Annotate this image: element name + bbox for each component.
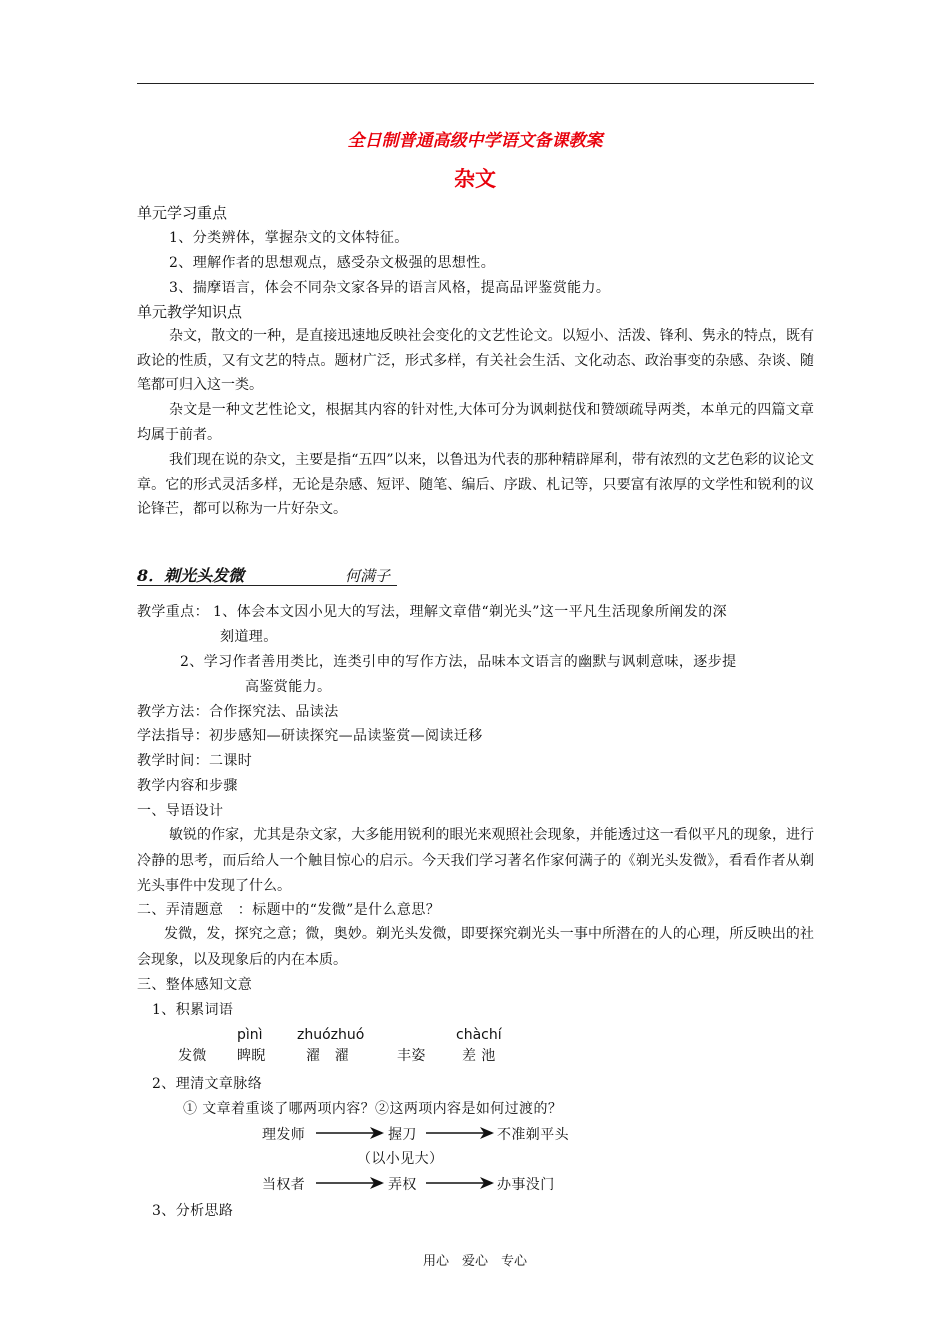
page-footer: 用心 爱心 专心: [422, 1254, 527, 1269]
vocab-pinyin-2: pìnì: [237, 1027, 263, 1043]
analysis-heading: 3、分析思路: [152, 1203, 234, 1219]
unit-focus-item-2: 2、理解作者的思想观点，感受杂文极强的思想性。: [169, 255, 496, 271]
lesson-title-underline: [137, 585, 397, 586]
structure-questions: ① 文章着重谈了哪两项内容？②这两项内容是如何过渡的？: [183, 1101, 563, 1117]
knowledge-paragraph-2: 杂文是一种文艺性论文，根据其内容的针对性,大体可分为讽刺挞伐和赞颂疏导两类，本单元的四篇文章均属于前者。: [137, 402, 814, 443]
flow2-end: 办事没门: [497, 1177, 555, 1193]
vocab-word-5: 差 池: [462, 1048, 496, 1064]
flow2-arrow-2: [424, 1175, 496, 1191]
lesson-author: 何满子: [345, 567, 391, 585]
lesson-title: 8．剃光头发微: [137, 566, 245, 585]
vocab-word-3: 濯 濯: [306, 1048, 350, 1064]
vocab-pinyin-3: zhuózhuó: [297, 1027, 365, 1043]
section-1-heading: 一、导语设计: [137, 803, 224, 819]
lesson-focus-label: 教学重点：: [137, 604, 209, 620]
unit-focus-item-3: 3、揣摩语言，体会不同杂文家各异的语言风格，提高品评鉴赏能力。: [169, 280, 611, 296]
lesson-focus-1-cont: 刻道理。: [220, 629, 278, 645]
vocab-word-1: 发微: [178, 1048, 207, 1064]
unit-focus-item-1: 1、分类辨体，掌握杂文的文体特征。: [169, 230, 409, 246]
flow1-end: 不准剃平头: [497, 1127, 569, 1143]
section-1-text: 敏锐的作家，尤其是杂文家，大多能用锐利的眼光来观照社会现象，并能透过这一看似平凡的现象，进行冷静的思考，而后给人一个触目惊心的启示。今天我们学习著名作家何满子的《剃光头发微》，看看作者从剃光头事件中发现了什么。: [137, 827, 814, 894]
lesson-method: 教学方法：合作探究法、品读法: [137, 704, 339, 720]
vocab-word-4: 丰姿: [397, 1048, 426, 1064]
section-2-heading: 二、弄清题意 ：标题中的“发微”是什么意思？: [137, 902, 441, 918]
lesson-focus-2: 2、学习作者善用类比，连类引申的写作方法，品味本文语言的幽默与讽刺意味，逐步提: [180, 654, 737, 670]
flow1-arrow-1: [314, 1125, 386, 1141]
lesson-guide: 学法指导：初步感知—研读探究—品读鉴赏—阅读迁移: [137, 728, 483, 744]
knowledge-paragraph-3: 我们现在说的杂文，主要是指“五四”以来，以鲁迅为代表的那种精辟犀利，带有浓烈的文艺色彩的议论文章。它的形式灵活多样，无论是杂感、短评、随笔、编后、序跋、札记等，只要富有浓厚的文学性和锐利的议论锋芒，都可以称为一片好杂文。: [137, 452, 814, 517]
header-rule: [137, 83, 814, 84]
vocab-word-2: 睥睨: [237, 1048, 266, 1064]
lesson-focus-2-cont: 高鉴赏能力。: [245, 679, 332, 695]
flow2-middle: 弄权: [388, 1177, 417, 1193]
document-sub-title: 杂文: [454, 167, 496, 191]
document-main-title: 全日制普通高级中学语文备课教案: [347, 131, 603, 151]
flow2-arrow-1: [314, 1175, 386, 1191]
lesson-focus-1: 1、体会本文因小见大的写法，理解文章借“剃光头”这一平凡生活现象所阐发的深: [213, 604, 728, 620]
lesson-time: 教学时间：二课时: [137, 753, 253, 769]
flow1-middle: 握刀: [388, 1127, 417, 1143]
structure-heading: 2、理清文章脉络: [152, 1076, 263, 1092]
flow1-arrow-2: [424, 1125, 496, 1141]
section-3-heading: 三、整体感知文意: [137, 977, 253, 993]
flow2-start: 当权者: [262, 1177, 306, 1193]
flow-note: （以小见大）: [357, 1151, 444, 1167]
knowledge-paragraph-1: 杂文，散文的一种，是直接迅速地反映社会变化的文艺性论文。以短小、活泼、锋利、隽永的特点，既有政论的性质，又有文艺的特点。题材广泛，形式多样，有关社会生活、文化动态、政治事变的杂感、杂谈、随笔都可归入这一类。: [137, 328, 814, 393]
unit-knowledge-heading: 单元教学知识点: [137, 303, 243, 321]
section-2-text: 发微，发，探究之意；微，奥妙。剃光头发微，即要探究剃光头一事中所潜在的人的心理，所反映出的社会现象，以及现象后的内在本质。: [137, 926, 814, 968]
vocab-heading: 1、积累词语: [152, 1002, 234, 1018]
vocab-pinyin-5: chàchí: [456, 1027, 502, 1043]
lesson-steps-heading: 教学内容和步骤: [137, 778, 238, 794]
unit-focus-heading: 单元学习重点: [137, 204, 228, 222]
flow1-start: 理发师: [262, 1127, 306, 1143]
